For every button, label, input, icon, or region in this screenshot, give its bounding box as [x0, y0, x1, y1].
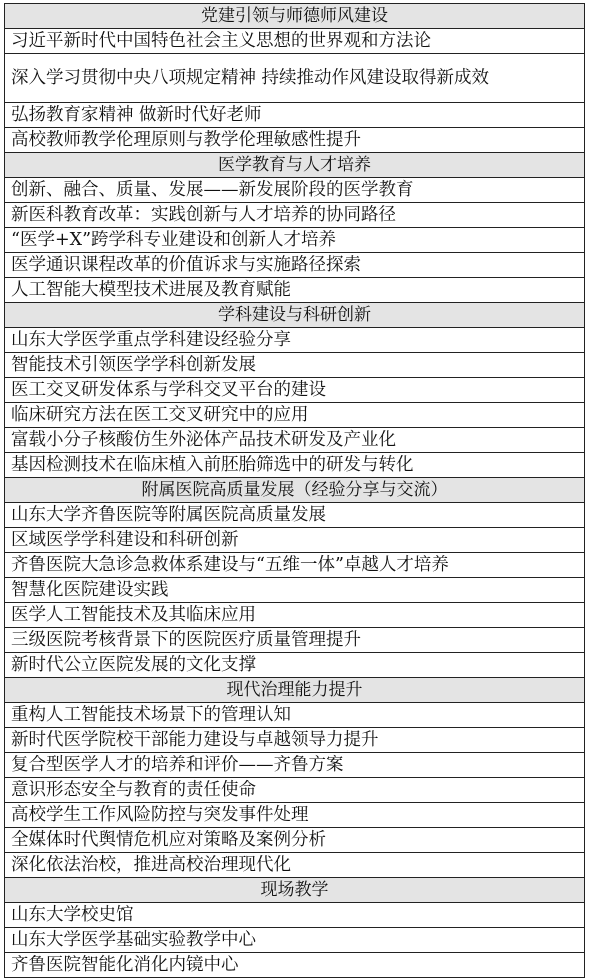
- course-title: 重构人工智能技术场景下的管理认知: [5, 703, 585, 728]
- course-title: “医学+X”跨学科专业建设和创新人才培养: [5, 228, 585, 253]
- course-row: [5, 228, 585, 253]
- course-title: 深化依法治校，推进高校治理现代化: [5, 853, 585, 878]
- course-row: [5, 953, 585, 978]
- course-title: 高校教师教学伦理原则与教学伦理敏感性提升: [5, 128, 585, 153]
- course-row: [5, 628, 585, 653]
- section-title: 医学教育与人才培养: [5, 153, 585, 178]
- section-header-row: [5, 478, 585, 503]
- course-row: [5, 853, 585, 878]
- course-row: [5, 578, 585, 603]
- course-title: 医工交叉研发体系与学科交叉平台的建设: [5, 378, 585, 403]
- course-row: [5, 253, 585, 278]
- course-row: [5, 828, 585, 853]
- course-row: [5, 103, 585, 128]
- course-title: 复合型医学人才的培养和评价——齐鲁方案: [5, 753, 585, 778]
- course-title: 医学通识课程改革的价值诉求与实施路径探索: [5, 253, 585, 278]
- course-title: 医学人工智能技术及其临床应用: [5, 603, 585, 628]
- course-row: [5, 178, 585, 203]
- course-title: 智能技术引领医学学科创新发展: [5, 353, 585, 378]
- section-title: 党建引领与师德师风建设: [5, 4, 585, 29]
- section-title: 现场教学: [5, 878, 585, 903]
- course-title: 山东大学医学基础实验教学中心: [5, 928, 585, 953]
- course-row: [5, 128, 585, 153]
- course-row: [5, 203, 585, 228]
- section-header-row: [5, 153, 585, 178]
- course-title: 全媒体时代舆情危机应对策略及案例分析: [5, 828, 585, 853]
- course-title: 深入学习贯彻中央八项规定精神 持续推动作风建设取得新成效: [5, 54, 585, 103]
- course-title: 临床研究方法在医工交叉研究中的应用: [5, 403, 585, 428]
- course-title: 山东大学齐鲁医院等附属医院高质量发展: [5, 503, 585, 528]
- course-row: [5, 453, 585, 478]
- course-title: 习近平新时代中国特色社会主义思想的世界观和方法论: [5, 29, 585, 54]
- course-title: 山东大学校史馆: [5, 903, 585, 928]
- course-row: [5, 54, 585, 103]
- course-row: [5, 503, 585, 528]
- section-title: 现代治理能力提升: [5, 678, 585, 703]
- course-title: 区域医学学科建设和科研创新: [5, 528, 585, 553]
- course-title: 三级医院考核背景下的医院医疗质量管理提升: [5, 628, 585, 653]
- section-header-row: [5, 678, 585, 703]
- course-row: [5, 328, 585, 353]
- course-row: [5, 903, 585, 928]
- course-row: [5, 928, 585, 953]
- course-row: [5, 353, 585, 378]
- course-table-body: [5, 4, 585, 978]
- course-row: [5, 403, 585, 428]
- course-title: 新时代公立医院发展的文化支撑: [5, 653, 585, 678]
- course-title: 高校学生工作风险防控与突发事件处理: [5, 803, 585, 828]
- course-title: 创新、融合、质量、发展——新发展阶段的医学教育: [5, 178, 585, 203]
- course-row: [5, 778, 585, 803]
- section-header-row: [5, 303, 585, 328]
- course-row: [5, 703, 585, 728]
- course-row: [5, 278, 585, 303]
- course-row: [5, 803, 585, 828]
- course-title: 山东大学医学重点学科建设经验分享: [5, 328, 585, 353]
- course-row: [5, 728, 585, 753]
- course-row: [5, 29, 585, 54]
- course-title: 齐鲁医院智能化消化内镜中心: [5, 953, 585, 978]
- course-row: [5, 653, 585, 678]
- course-title: 新时代医学院校干部能力建设与卓越领导力提升: [5, 728, 585, 753]
- course-title: 意识形态安全与教育的责任使命: [5, 778, 585, 803]
- course-title: 基因检测技术在临床植入前胚胎筛选中的研发与转化: [5, 453, 585, 478]
- course-table: [4, 3, 585, 978]
- course-title: 人工智能大模型技术进展及教育赋能: [5, 278, 585, 303]
- course-title: 弘扬教育家精神 做新时代好老师: [5, 103, 585, 128]
- course-row: [5, 378, 585, 403]
- course-title: 齐鲁医院大急诊急救体系建设与“五维一体”卓越人才培养: [5, 553, 585, 578]
- section-header-row: [5, 4, 585, 29]
- course-title: 富载小分子核酸仿生外泌体产品技术研发及产业化: [5, 428, 585, 453]
- section-header-row: [5, 878, 585, 903]
- course-title: 智慧化医院建设实践: [5, 578, 585, 603]
- section-title: 附属医院高质量发展（经验分享与交流）: [5, 478, 585, 503]
- course-title: 新医科教育改革：实践创新与人才培养的协同路径: [5, 203, 585, 228]
- course-row: [5, 603, 585, 628]
- course-row: [5, 753, 585, 778]
- course-row: [5, 428, 585, 453]
- section-title: 学科建设与科研创新: [5, 303, 585, 328]
- course-row: [5, 528, 585, 553]
- course-row: [5, 553, 585, 578]
